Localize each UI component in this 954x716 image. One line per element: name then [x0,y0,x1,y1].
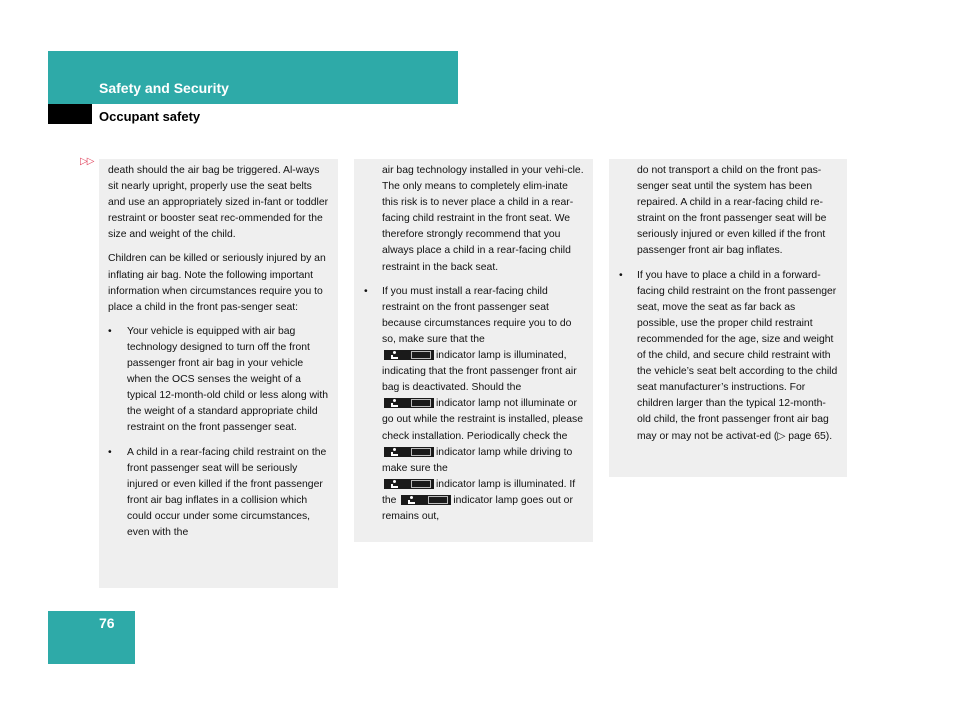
text-column-3 [609,159,847,477]
list-item-text: A child in a rear-facing child restraint on the front passenger seat will be seriously injured or even killed if the front passenger front air bag inflates in a collision which could occur under some circumstances, even with the [127,446,327,538]
list-item-text: If you have to place a child in a forward-facing child restraint on the front passenger seat, move the seat as far back as possible, use the proper child restraint recommended for the age, size and weight of the child, and secure child restraint with the vehicle’s seat belt according to the child seat manufacturer’s instructions. For children larger than the typical 12-month-old child, the front passenger front air bag may or may not be activat-ed (▷ page 65). [637,269,838,442]
passenger-airbag-off-indicator-icon [384,447,434,457]
passenger-airbag-off-indicator-icon [384,350,434,360]
text-column-2 [354,159,593,542]
page-number-block [48,611,135,664]
list-item-text: indicator lamp not illuminate or go out while the restraint is installed, please check installation. Periodically check the [382,398,583,442]
header-band [48,51,458,104]
paragraph: air bag technology installed in your vehi-cle. The only means to completely elim-inate this risk is to never place a child in a rear-facing child restraint in the front seat. We therefore strongly recommend that you always place a child in a rear-facing child restraint in the back seat. [382,165,584,273]
section-title: Safety and Security [99,80,229,96]
bullet-list [108,324,330,541]
paragraph: do not transport a child on the front pas-senger seat until the system has been repaired. A child in a rear-facing child re-straint on the front passenger seat will be seriously injured or even killed if the front passenger front air bag inflates. [637,165,827,257]
list-item-text: indicator lamp is illuminated. If the [382,478,576,506]
bullet-icon: • [364,285,368,297]
list-item [364,284,585,525]
list-item-text: indicator lamp is illuminated, indicating that the front passenger front air bag is deactivated. Should the [382,350,577,394]
bullet-list [619,268,839,445]
bullet-icon: • [619,269,623,281]
list-item-text: indicator lamp while driving to make sure the [382,446,573,474]
passenger-airbag-off-indicator-icon [384,398,434,408]
bullet-icon: • [108,325,112,337]
text-column-1 [99,159,338,588]
list-item [108,324,330,437]
subsection-tab-marker [48,104,92,124]
subsection-title: Occupant safety [99,109,201,124]
passenger-airbag-off-indicator-icon [384,479,434,489]
paragraph: Children can be killed or seriously injured by an inflating air bag. Note the following important information when circumstances require you to place a child in the front pas-senger seat: [108,253,326,313]
bullet-list [364,284,585,525]
bullet-icon: • [108,446,112,458]
page-number: 76 [99,615,115,631]
list-item-text: If you must install a rear-facing child restraint on the front passenger seat because circumstances require you to do so, make sure that the [382,285,572,345]
list-item-text: Your vehicle is equipped with air bag technology designed to turn off the front passenger front air bag in your vehicle when the OCS senses the weight of a typical 12-month-old child or less along with the weight of a standard appropriate child restraint on the front passenger seat. [127,325,328,434]
list-item-text: indicator lamp goes out or remains out, [382,494,573,522]
list-item [108,445,330,542]
list-item [619,268,839,445]
passenger-airbag-off-indicator-icon [401,495,451,505]
continued-arrows-icon: ▷▷ [80,156,94,167]
paragraph: death should the air bag be triggered. Al-ways sit nearly upright, properly use the seat belts and use an appropriately sized in-fant or toddler restraint or booster seat rec-ommended for the size and weight of the child. [108,165,329,241]
